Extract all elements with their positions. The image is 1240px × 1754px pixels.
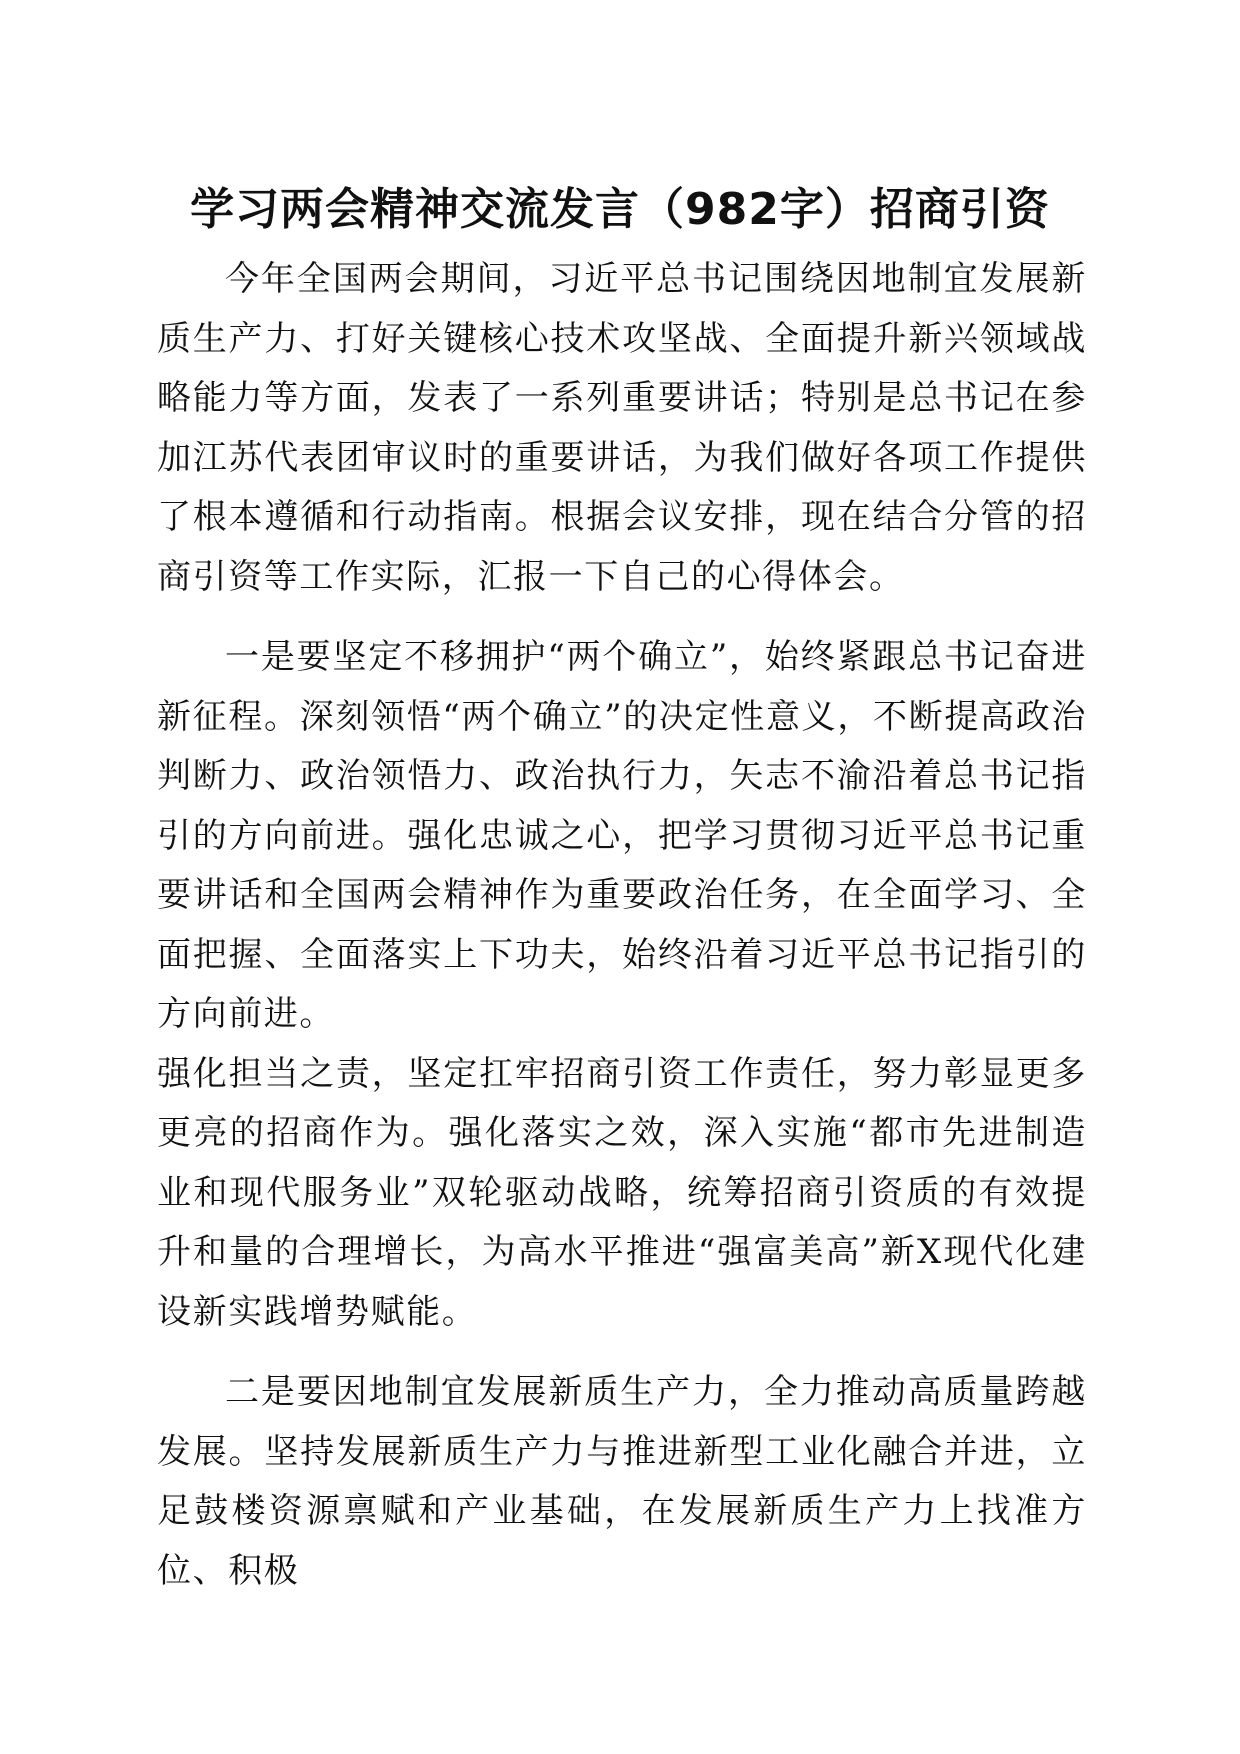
paragraph-point-one-continued: 强化担当之责，坚定扛牢招商引资工作责任，努力彰显更多更亮的招商作为。强化落实之效，深入实施“都市先进制造业和现代服务业”双轮驱动战略，统筹招商引资质的有效提升和量的合理增长，为高水平推进“强富美高”新X现代化建设新实践增势赋能。	[157, 1053, 1087, 1332]
document-title: 学习两会精神交流发言（982字）招商引资	[190, 184, 1050, 235]
paragraph-intro: 今年全国两会期间，习近平总书记围绕因地制宜发展新质生产力、打好关键核心技术攻坚战、全面提升新兴领域战略能力等方面，发表了一系列重要讲话；特别是总书记在参加江苏代表团审议时的重要讲话，为我们做好各项工作提供了根本遵循和行动指南。根据会议安排，现在结合分管的招商引资等工作实际，汇报一下自己的心得体会。	[157, 259, 1087, 597]
paragraph-point-two: 二是要因地制宜发展新质生产力，全力推动高质量跨越发展。坚持发展新质生产力与推进新型工业化融合并进，立足鼓楼资源禀赋和产业基础，在发展新质生产力上找准方位、积极	[157, 1372, 1087, 1591]
document-body	[157, 250, 1087, 1601]
paragraph-point-one: 一是要坚定不移拥护“两个确立”，始终紧跟总书记奋进新征程。深刻领悟“两个确立”的决定性意义，不断提高政治判断力、政治领悟力、政治执行力，矢志不渝沿着总书记指引的方向前进。强化忠诚之心，把学习贯彻习近平总书记重要讲话和全国两会精神作为重要政治任务，在全面学习、全面把握、全面落实上下功夫，始终沿着习近平总书记指引的方向前进。	[157, 637, 1087, 1034]
